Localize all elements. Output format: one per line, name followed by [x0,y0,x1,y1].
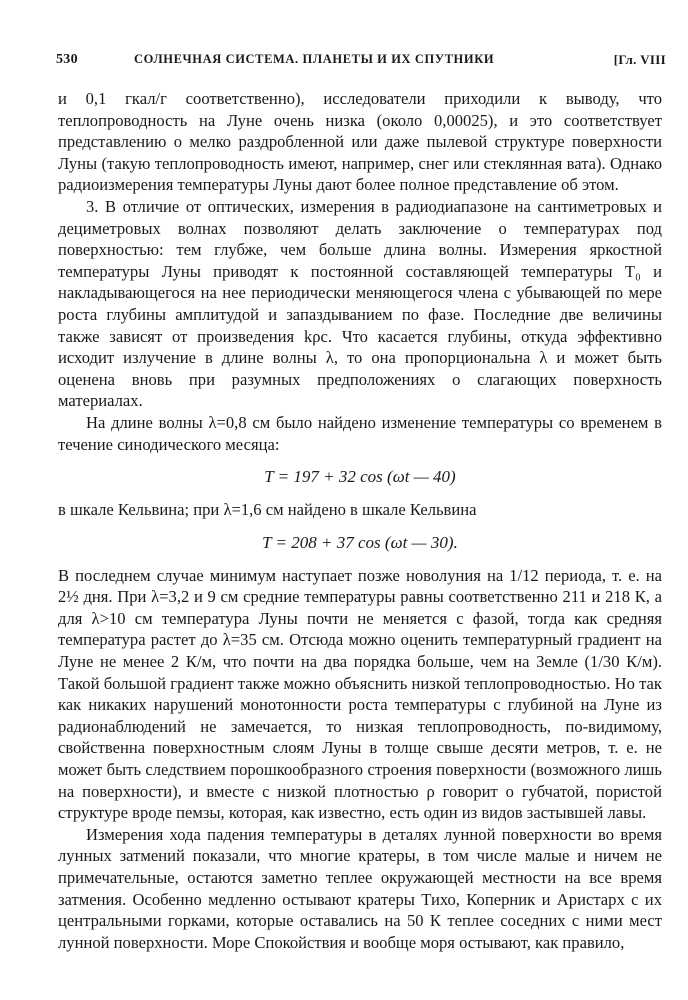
page-body [58,88,662,953]
chapter-marker: [Гл. VIII [613,52,666,67]
page-header [56,52,666,72]
page-number: 530 [56,52,78,67]
formula-temperature-16cm: T = 208 + 37 cos (ωt — 30). [262,532,458,552]
formula-temperature-08cm: T = 197 + 32 cos (ωt — 40) [264,467,456,487]
paragraph-wavelength-08: На длине волны λ=0,8 см было найдено изменение температуры со временем в течение синодического месяца: [58,412,662,454]
paragraph-continued: и 0,1 гкал/г соответственно), исследователи приходили к выводу, что теплопроводность на Луне очень низка (около 0,00025), и это соответствует представлению о мелко раздробленной или даже пылевой структуре поверхности Луны (такую теплопроводность имеют, например, снег или стеклянная вата). Однако радиоизмерения температуры Луны дают более полное представление об этом. [58,89,662,195]
paragraph-eclipses: Измерения хода падения температуры в деталях лунной поверхности во время лунных затмений показали, что многие кратеры, в том числе малые и ничем не примечательные, остаются заметно теплее окружающей местности на все время затмения. Особенно медленно остывают кратеры Тихо, Коперник и Аристарх с их центральными горками, которые оставались на 50 К теплее соседних с ними мест лунной поверхности. Море Спокойствия и вообще моря остывают, как правило, [58,824,662,952]
paragraph-radio-measurements: 3. В отличие от оптических, измерения в радиодиапазоне на сантиметровых и дециметровых волнах позволяют делать заключение о температурах под поверхностью: тем глубже, чем больше длина волны. Измерения яркостной температуры Луны приводят к постоянной составляющей температуры T₀ и накладывающегося на нее периодически меняющегося члена с убывающей по мере роста глубины амплитудой и запаздыванием по фазе. Последние две величины также зависят от произведения kρc. Что касается глубины, откуда эффективно исходит излучение в длине волны λ, то она пропорциональна λ и может быть оценена вновь при разумных предположениях о слагающих поверхность материалах. [58,196,662,411]
paragraph-kelvin-scale: в шкале Кельвина; при λ=1,6 см найдено в шкале Кельвина [58,500,477,520]
running-title: СОЛНЕЧНАЯ СИСТЕМА. ПЛАНЕТЫ И ИХ СПУТНИКИ [134,52,495,66]
paragraph-gradient: В последнем случае минимум наступает позже новолуния на 1/12 периода, т. е. на 2½ дня. При λ=3,2 и 9 см средние температуры равны соответственно 211 и 218 К, а для λ>10 см температура Луны почти не меняется с фазой, тогда как средняя температура растет до λ=35 см. Отсюда можно оценить температурный градиент на Луне не менее 2 К/м, что почти на два порядка больше, чем на Земле (1/30 К/м). Такой большой градиент также можно объяснить низкой теплопроводностью. Но так как никаких нарушений монотонности роста температуры с глубиной на Луне из радионаблюдений не замечается, то низкая теплопроводность, по-видимому, свойственна поверхностным слоям Луны в толще свыше десяти метров, т. е. не может быть следствием порошкообразного строения поверхности (возможного лишь на поверхности), и вместе с низкой плотностью ρ говорит о губчатой, пористой структуре вроде пемзы, которая, как известно, есть один из видов застывшей лавы. [58,565,662,823]
